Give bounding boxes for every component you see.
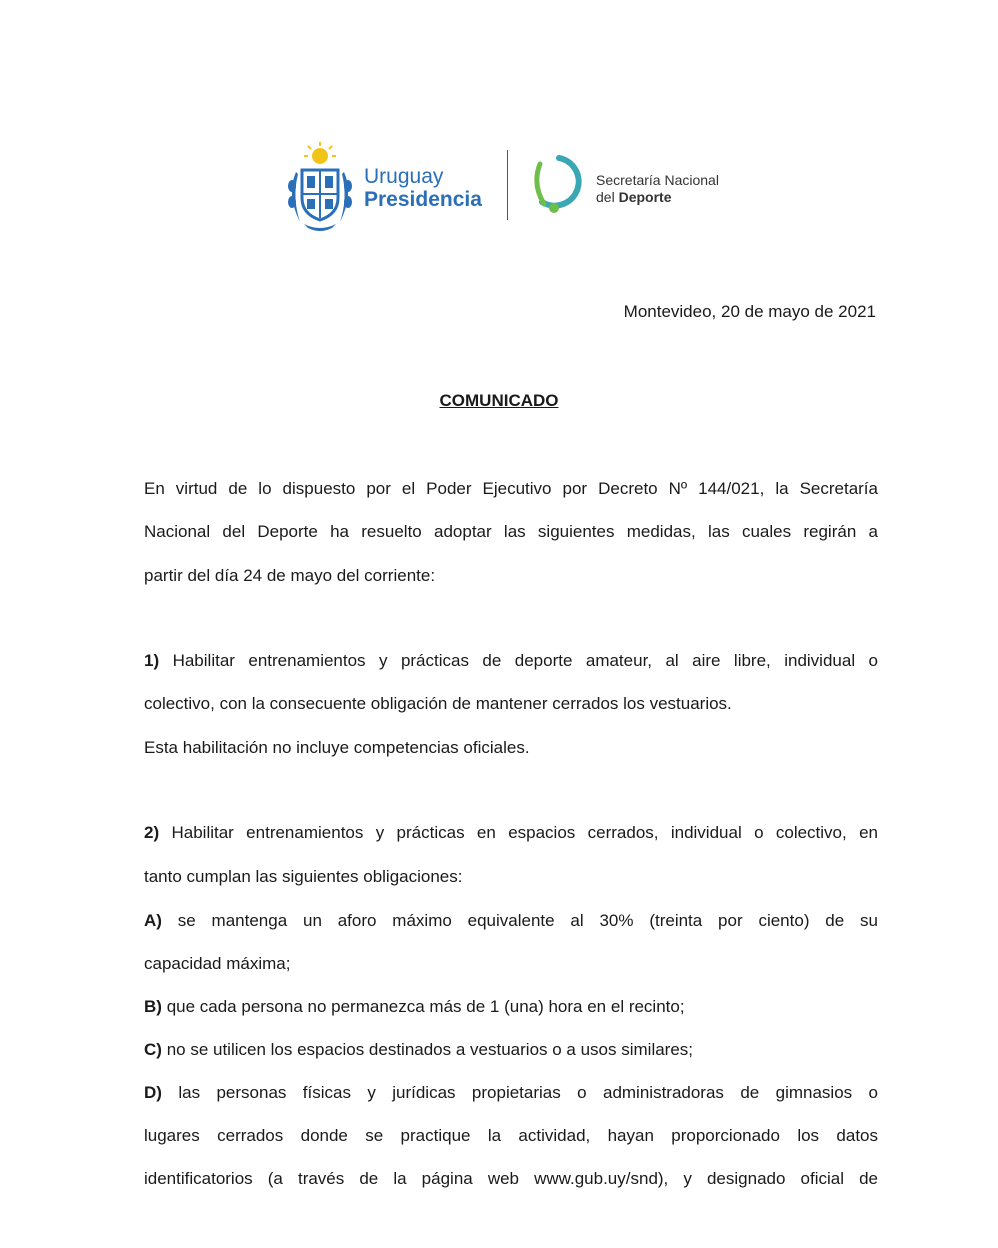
logo-divider <box>507 150 508 220</box>
snd-line1: Secretaría Nacional <box>596 172 719 188</box>
document-title: COMUNICADO <box>439 391 559 410</box>
letterhead <box>280 140 740 240</box>
snd-line2: del Deporte <box>596 189 672 205</box>
document-date: Montevideo, 20 de mayo de 2021 <box>623 302 876 321</box>
intro-line-3: partir del día 24 de mayo del corriente: <box>144 566 436 585</box>
snd-logo-icon <box>530 154 588 216</box>
item2-d-line-2: lugares cerrados donde se practique la actividad, hayan proporcionado los datos <box>144 1126 878 1145</box>
item2-a-line-2: capacidad máxima; <box>144 954 291 973</box>
intro-line-1: En virtud de lo dispuesto por el Poder Ejecutivo por Decreto Nº 144/021, la Secretaría <box>144 479 878 498</box>
item2-b: B) que cada persona no permanezca más de 1 (una) hora en el recinto; <box>144 997 685 1016</box>
item2-d-line-3: identificatorios (a través de la página web www.gub.uy/snd), y designado oficial de <box>144 1169 878 1188</box>
item2-line-1: 2) Habilitar entrenamientos y prácticas en espacios cerrados, individual o colectivo, en <box>144 823 878 842</box>
item2-a-line-1: A) se mantenga un aforo máximo equivalente al 30% (treinta por ciento) de su <box>144 911 878 930</box>
presidencia-label: Presidencia <box>364 188 482 211</box>
uruguay-label: Uruguay <box>364 165 444 188</box>
uruguay-coat-of-arms-icon <box>282 142 358 232</box>
item1-line-3: Esta habilitación no incluye competencias oficiales. <box>144 738 530 757</box>
intro-line-2: Nacional del Deporte ha resuelto adoptar las siguientes medidas, las cuales regirán a <box>144 522 878 541</box>
item1-line-1: 1) Habilitar entrenamientos y prácticas de deporte amateur, al aire libre, individual o <box>144 651 878 670</box>
item2-d-line-1: D) las personas físicas y jurídicas propietarias o administradoras de gimnasios o <box>144 1083 878 1102</box>
item2-line-2: tanto cumplan las siguientes obligaciones: <box>144 867 463 886</box>
item2-c: C) no se utilicen los espacios destinados a vestuarios o a usos similares; <box>144 1040 694 1059</box>
item1-line-2: colectivo, con la consecuente obligación de mantener cerrados los vestuarios. <box>144 694 732 713</box>
presidencia-wordmark <box>364 166 482 210</box>
snd-wordmark <box>596 172 719 206</box>
